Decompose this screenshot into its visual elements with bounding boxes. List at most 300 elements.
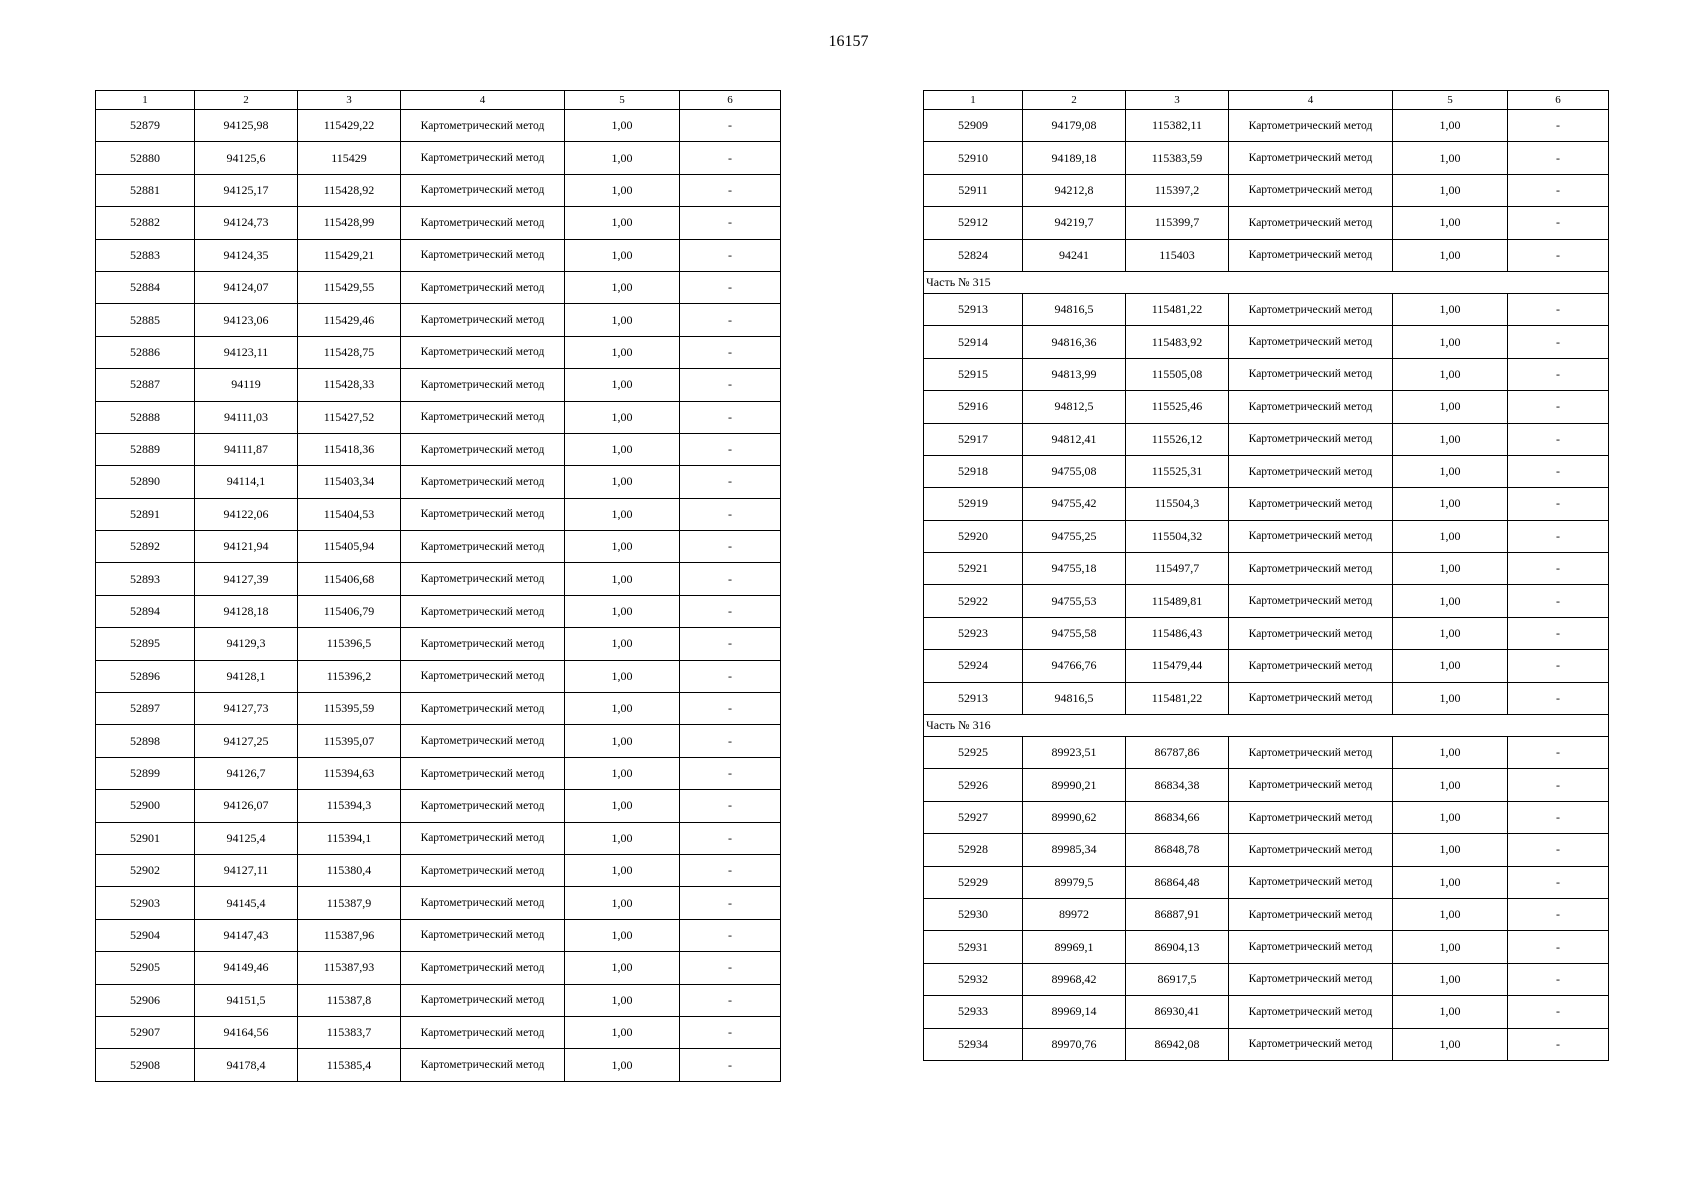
x-coordinate-cell: 94111,03 [195,401,298,433]
note-cell: - [680,239,781,271]
column-header-1: 1 [924,91,1023,110]
method-cell: Картометрический метод [1229,207,1393,239]
table-row [96,336,781,368]
point-number-cell: 52921 [924,553,1023,585]
note-cell: - [680,854,781,886]
point-number-cell: 52918 [924,455,1023,487]
method-cell: Картометрический метод [401,466,565,498]
method-cell: Картометрический метод [401,563,565,595]
y-coordinate-cell: 115394,1 [298,822,401,854]
table-row [924,207,1609,239]
coordinates-table-left [95,90,781,1082]
precision-cell: 1,00 [565,207,680,239]
note-cell: - [680,952,781,984]
precision-cell: 1,00 [1393,963,1508,995]
note-cell: - [1508,585,1609,617]
note-cell: - [680,110,781,142]
y-coordinate-cell: 86864,48 [1126,866,1229,898]
table-row [96,369,781,401]
point-number-cell: 52933 [924,996,1023,1028]
y-coordinate-cell: 86848,78 [1126,834,1229,866]
y-coordinate-cell: 115429,46 [298,304,401,336]
x-coordinate-cell: 94164,56 [195,1016,298,1048]
x-coordinate-cell: 94125,4 [195,822,298,854]
method-cell: Картометрический метод [1229,239,1393,271]
x-coordinate-cell: 94212,8 [1023,174,1126,206]
point-number-cell: 52898 [96,725,195,757]
x-coordinate-cell: 89968,42 [1023,963,1126,995]
y-coordinate-cell: 115526,12 [1126,423,1229,455]
table-row [924,239,1609,271]
note-cell: - [1508,769,1609,801]
precision-cell: 1,00 [565,919,680,951]
method-cell: Картометрический метод [401,822,565,854]
precision-cell: 1,00 [565,1049,680,1081]
x-coordinate-cell: 89990,62 [1023,801,1126,833]
precision-cell: 1,00 [565,854,680,886]
x-coordinate-cell: 94123,11 [195,336,298,368]
x-coordinate-cell: 94812,41 [1023,423,1126,455]
method-cell: Картометрический метод [1229,488,1393,520]
note-cell: - [1508,358,1609,390]
y-coordinate-cell: 115428,75 [298,336,401,368]
y-coordinate-cell: 115405,94 [298,531,401,563]
precision-cell: 1,00 [1393,996,1508,1028]
note-cell: - [1508,239,1609,271]
precision-cell: 1,00 [565,174,680,206]
y-coordinate-cell: 115396,5 [298,628,401,660]
method-cell: Картометрический метод [1229,996,1393,1028]
point-number-cell: 52879 [96,110,195,142]
table-row [96,239,781,271]
method-cell: Картометрический метод [1229,391,1393,423]
y-coordinate-cell: 115483,92 [1126,326,1229,358]
precision-cell: 1,00 [565,595,680,627]
table-row [924,801,1609,833]
method-cell: Картометрический метод [401,304,565,336]
table-row [96,984,781,1016]
y-coordinate-cell: 115387,8 [298,984,401,1016]
section-row [924,271,1609,293]
note-cell: - [1508,963,1609,995]
table-row [96,725,781,757]
table-row [924,423,1609,455]
precision-cell: 1,00 [1393,769,1508,801]
method-cell: Картометрический метод [401,887,565,919]
point-number-cell: 52881 [96,174,195,206]
x-coordinate-cell: 94149,46 [195,952,298,984]
y-coordinate-cell: 115403,34 [298,466,401,498]
note-cell: - [680,142,781,174]
precision-cell: 1,00 [1393,866,1508,898]
note-cell: - [1508,682,1609,714]
y-coordinate-cell: 115387,96 [298,919,401,951]
y-coordinate-cell: 115489,81 [1126,585,1229,617]
method-cell: Картометрический метод [401,207,565,239]
note-cell: - [680,725,781,757]
section-row [924,715,1609,737]
y-coordinate-cell: 86834,38 [1126,769,1229,801]
table-row [96,304,781,336]
column-header-6: 6 [1508,91,1609,110]
table-row [924,391,1609,423]
precision-cell: 1,00 [565,887,680,919]
point-number-cell: 52886 [96,336,195,368]
precision-cell: 1,00 [1393,520,1508,552]
precision-cell: 1,00 [1393,1028,1508,1060]
y-coordinate-cell: 115428,92 [298,174,401,206]
point-number-cell: 52925 [924,737,1023,769]
y-coordinate-cell: 86930,41 [1126,996,1229,1028]
note-cell: - [1508,834,1609,866]
x-coordinate-cell: 94125,6 [195,142,298,174]
precision-cell: 1,00 [565,790,680,822]
x-coordinate-cell: 94126,7 [195,757,298,789]
point-number-cell: 52922 [924,585,1023,617]
x-coordinate-cell: 89972 [1023,898,1126,930]
y-coordinate-cell: 115399,7 [1126,207,1229,239]
precision-cell: 1,00 [1393,455,1508,487]
precision-cell: 1,00 [565,984,680,1016]
note-cell: - [680,1016,781,1048]
method-cell: Картометрический метод [401,919,565,951]
point-number-cell: 52894 [96,595,195,627]
method-cell: Картометрический метод [401,1016,565,1048]
precision-cell: 1,00 [1393,326,1508,358]
method-cell: Картометрический метод [1229,585,1393,617]
x-coordinate-cell: 94121,94 [195,531,298,563]
x-coordinate-cell: 94755,18 [1023,553,1126,585]
precision-cell: 1,00 [1393,142,1508,174]
note-cell: - [1508,110,1609,142]
point-number-cell: 52915 [924,358,1023,390]
x-coordinate-cell: 94128,1 [195,660,298,692]
method-cell: Картометрический метод [401,757,565,789]
method-cell: Картометрический метод [1229,174,1393,206]
y-coordinate-cell: 115429,22 [298,110,401,142]
method-cell: Картометрический метод [401,401,565,433]
method-cell: Картометрический метод [401,531,565,563]
y-coordinate-cell: 115525,46 [1126,391,1229,423]
note-cell: - [1508,553,1609,585]
table-row [924,455,1609,487]
column-header-1: 1 [96,91,195,110]
precision-cell: 1,00 [565,336,680,368]
table-row [924,585,1609,617]
table-row [96,142,781,174]
x-coordinate-cell: 89970,76 [1023,1028,1126,1060]
table-row [96,595,781,627]
x-coordinate-cell: 89969,14 [1023,996,1126,1028]
note-cell: - [680,271,781,303]
x-coordinate-cell: 94127,73 [195,693,298,725]
method-cell: Картометрический метод [401,336,565,368]
table-row [924,996,1609,1028]
x-coordinate-cell: 94755,58 [1023,617,1126,649]
y-coordinate-cell: 86887,91 [1126,898,1229,930]
point-number-cell: 52923 [924,617,1023,649]
method-cell: Картометрический метод [1229,834,1393,866]
point-number-cell: 52905 [96,952,195,984]
y-coordinate-cell: 115394,63 [298,757,401,789]
x-coordinate-cell: 94127,39 [195,563,298,595]
table-row [96,433,781,465]
x-coordinate-cell: 89969,1 [1023,931,1126,963]
table-row [96,854,781,886]
point-number-cell: 52924 [924,650,1023,682]
method-cell: Картометрический метод [401,595,565,627]
column-header-6: 6 [680,91,781,110]
x-coordinate-cell: 94241 [1023,239,1126,271]
point-number-cell: 52911 [924,174,1023,206]
point-number-cell: 52889 [96,433,195,465]
note-cell: - [1508,996,1609,1028]
method-cell: Картометрический метод [1229,650,1393,682]
note-cell: - [1508,801,1609,833]
y-coordinate-cell: 115481,22 [1126,293,1229,325]
method-cell: Картометрический метод [401,984,565,1016]
point-number-cell: 52904 [96,919,195,951]
precision-cell: 1,00 [565,401,680,433]
table-row [924,737,1609,769]
y-coordinate-cell: 115429 [298,142,401,174]
point-number-cell: 52892 [96,531,195,563]
note-cell: - [1508,391,1609,423]
note-cell: - [680,1049,781,1081]
y-coordinate-cell: 115395,59 [298,693,401,725]
table-row [96,628,781,660]
x-coordinate-cell: 94119 [195,369,298,401]
method-cell: Картометрический метод [1229,326,1393,358]
point-number-cell: 52929 [924,866,1023,898]
column-header-3: 3 [298,91,401,110]
x-coordinate-cell: 94127,11 [195,854,298,886]
x-coordinate-cell: 94151,5 [195,984,298,1016]
precision-cell: 1,00 [1393,423,1508,455]
table-row [96,1016,781,1048]
note-cell: - [680,466,781,498]
note-cell: - [680,660,781,692]
point-number-cell: 52917 [924,423,1023,455]
y-coordinate-cell: 86917,5 [1126,963,1229,995]
y-coordinate-cell: 115479,44 [1126,650,1229,682]
note-cell: - [680,887,781,919]
x-coordinate-cell: 94124,73 [195,207,298,239]
table-row [96,1049,781,1081]
point-number-cell: 52891 [96,498,195,530]
table-body-left [96,110,781,1082]
y-coordinate-cell: 86942,08 [1126,1028,1229,1060]
table-row [96,271,781,303]
x-coordinate-cell: 94123,06 [195,304,298,336]
table-row [924,553,1609,585]
x-coordinate-cell: 94114,1 [195,466,298,498]
x-coordinate-cell: 94127,25 [195,725,298,757]
note-cell: - [680,336,781,368]
point-number-cell: 52914 [924,326,1023,358]
point-number-cell: 52883 [96,239,195,271]
precision-cell: 1,00 [565,660,680,692]
table-row [924,142,1609,174]
point-number-cell: 52907 [96,1016,195,1048]
column-header-3: 3 [1126,91,1229,110]
precision-cell: 1,00 [1393,617,1508,649]
table-row [924,326,1609,358]
x-coordinate-cell: 94126,07 [195,790,298,822]
table-row [924,963,1609,995]
y-coordinate-cell: 115418,36 [298,433,401,465]
point-number-cell: 52916 [924,391,1023,423]
y-coordinate-cell: 115380,4 [298,854,401,886]
table-row [96,757,781,789]
table-row [96,174,781,206]
point-number-cell: 52913 [924,682,1023,714]
y-coordinate-cell: 115505,08 [1126,358,1229,390]
x-coordinate-cell: 94129,3 [195,628,298,660]
x-coordinate-cell: 94179,08 [1023,110,1126,142]
note-cell: - [1508,174,1609,206]
method-cell: Картометрический метод [401,1049,565,1081]
method-cell: Картометрический метод [401,693,565,725]
column-header-2: 2 [1023,91,1126,110]
table-row [924,358,1609,390]
method-cell: Картометрический метод [1229,617,1393,649]
note-cell: - [680,757,781,789]
precision-cell: 1,00 [1393,834,1508,866]
point-number-cell: 52913 [924,293,1023,325]
table-row [96,693,781,725]
precision-cell: 1,00 [565,369,680,401]
x-coordinate-cell: 94755,53 [1023,585,1126,617]
table-row [96,498,781,530]
x-coordinate-cell: 94766,76 [1023,650,1126,682]
precision-cell: 1,00 [1393,239,1508,271]
y-coordinate-cell: 115525,31 [1126,455,1229,487]
table-row [96,531,781,563]
point-number-cell: 52896 [96,660,195,692]
method-cell: Картометрический метод [1229,142,1393,174]
table-row [96,660,781,692]
precision-cell: 1,00 [565,304,680,336]
page-number: 16157 [828,33,869,50]
y-coordinate-cell: 86904,13 [1126,931,1229,963]
y-coordinate-cell: 115429,21 [298,239,401,271]
table-row [96,207,781,239]
y-coordinate-cell: 115428,33 [298,369,401,401]
note-cell: - [1508,650,1609,682]
note-cell: - [680,207,781,239]
note-cell: - [1508,142,1609,174]
method-cell: Картометрический метод [401,854,565,886]
note-cell: - [680,401,781,433]
point-number-cell: 52930 [924,898,1023,930]
y-coordinate-cell: 115396,2 [298,660,401,692]
method-cell: Картометрический метод [401,660,565,692]
y-coordinate-cell: 115504,32 [1126,520,1229,552]
x-coordinate-cell: 89979,5 [1023,866,1126,898]
precision-cell: 1,00 [565,757,680,789]
point-number-cell: 52880 [96,142,195,174]
method-cell: Картометрический метод [1229,801,1393,833]
note-cell: - [1508,520,1609,552]
y-coordinate-cell: 115486,43 [1126,617,1229,649]
method-cell: Картометрический метод [401,498,565,530]
method-cell: Картометрический метод [401,174,565,206]
point-number-cell: 52902 [96,854,195,886]
table-row [924,650,1609,682]
method-cell: Картометрический метод [401,725,565,757]
point-number-cell: 52900 [96,790,195,822]
note-cell: - [1508,617,1609,649]
note-cell: - [680,498,781,530]
column-header-2: 2 [195,91,298,110]
precision-cell: 1,00 [565,433,680,465]
method-cell: Картометрический метод [1229,110,1393,142]
table-row [924,931,1609,963]
note-cell: - [680,628,781,660]
table-row [96,110,781,142]
x-coordinate-cell: 94812,5 [1023,391,1126,423]
precision-cell: 1,00 [565,822,680,854]
x-coordinate-cell: 94124,35 [195,239,298,271]
precision-cell: 1,00 [565,952,680,984]
x-coordinate-cell: 94816,5 [1023,682,1126,714]
note-cell: - [680,174,781,206]
coordinates-table-right [923,90,1609,1061]
precision-cell: 1,00 [565,466,680,498]
column-header-5: 5 [1393,91,1508,110]
y-coordinate-cell: 115395,07 [298,725,401,757]
point-number-cell: 52932 [924,963,1023,995]
note-cell: - [1508,423,1609,455]
x-coordinate-cell: 94189,18 [1023,142,1126,174]
precision-cell: 1,00 [1393,553,1508,585]
table-row [924,1028,1609,1060]
x-coordinate-cell: 94755,42 [1023,488,1126,520]
point-number-cell: 52920 [924,520,1023,552]
y-coordinate-cell: 115404,53 [298,498,401,530]
method-cell: Картометрический метод [1229,358,1393,390]
table-row [96,563,781,595]
note-cell: - [680,919,781,951]
method-cell: Картометрический метод [1229,455,1393,487]
table-row [96,952,781,984]
method-cell: Картометрический метод [401,628,565,660]
note-cell: - [1508,293,1609,325]
method-cell: Картометрический метод [1229,898,1393,930]
x-coordinate-cell: 89990,21 [1023,769,1126,801]
y-coordinate-cell: 115397,2 [1126,174,1229,206]
precision-cell: 1,00 [1393,650,1508,682]
table-row [924,682,1609,714]
y-coordinate-cell: 115383,7 [298,1016,401,1048]
precision-cell: 1,00 [1393,488,1508,520]
x-coordinate-cell: 94128,18 [195,595,298,627]
method-cell: Картометрический метод [401,369,565,401]
x-coordinate-cell: 94124,07 [195,271,298,303]
y-coordinate-cell: 115385,4 [298,1049,401,1081]
y-coordinate-cell: 115497,7 [1126,553,1229,585]
table-row [924,898,1609,930]
precision-cell: 1,00 [565,110,680,142]
x-coordinate-cell: 94816,36 [1023,326,1126,358]
x-coordinate-cell: 94816,5 [1023,293,1126,325]
precision-cell: 1,00 [565,725,680,757]
column-header-5: 5 [565,91,680,110]
point-number-cell: 52890 [96,466,195,498]
note-cell: - [680,304,781,336]
table-row [924,834,1609,866]
